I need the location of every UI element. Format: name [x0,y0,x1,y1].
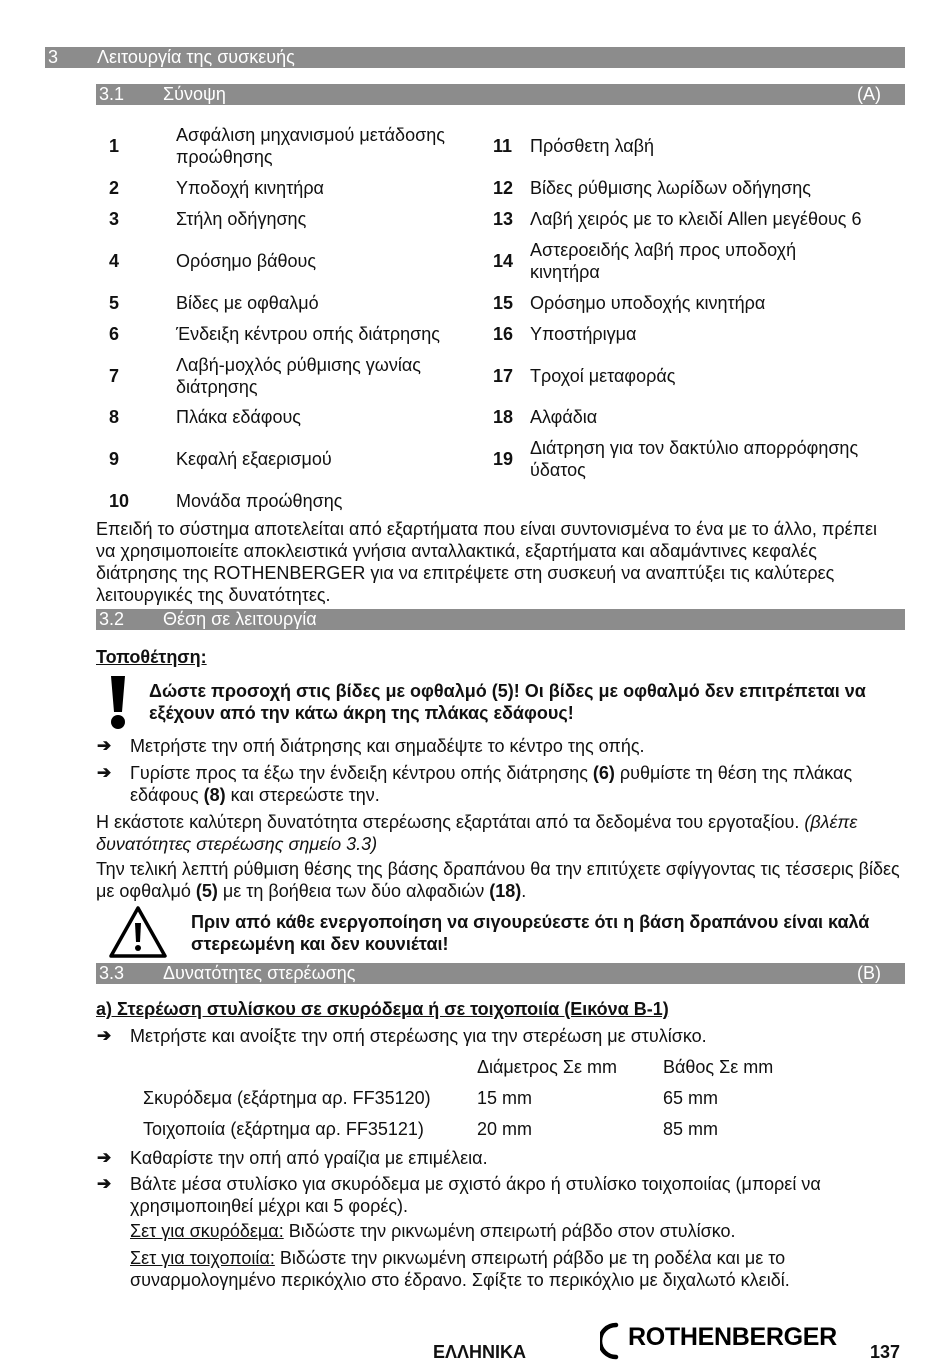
legend-text: Αστεροειδής λαβή προς υποδοχή κινητήρα [530,240,797,282]
legend-text: Ορόσημο υποδοχής κινητήρα [530,293,766,313]
legend-number: 1 [109,136,120,156]
section-3-3-header [96,963,905,984]
finetune-text: Την τελική λεπτή ρύθμιση θέσης της βάσης δραπάνου θα την επιτύχετε σφίγγοντας τις τέσσερις βίδες με οφθαλμό [96,859,900,901]
step-2 [130,762,900,806]
arrow-right-icon: ➔ [97,1026,112,1045]
legend-text: Πλάκα εδάφους [176,407,301,427]
arrow-right-icon: ➔ [97,1174,112,1193]
intro-paragraph: Επειδή το σύστημα αποτελείται από εξαρτήματα που είναι συντονισμένα το ένα με το άλλο, πρέπει να χρησιμοποιείτε αποκλειστικά γνήσια ανταλλακτικά, εξαρτήματα και αδαμάντινες κεφαλές διάτρησης της ROTHENBERGER για να επιτρέψετε στη συσκευή να αναπτύξει τις καλύτερες λειτουργικές της δυνατότητες. [96,519,878,605]
section-3-1-header [96,84,905,105]
set-concrete-label: Σετ για σκυρόδεμα: [130,1221,284,1241]
finetune-paragraph [96,858,906,902]
legend-number: 7 [109,366,120,386]
legend-number: 4 [109,251,120,271]
legend-text: Υποδοχή κινητήρα [176,178,324,198]
step-2-text: και στερεώστε την. [225,785,380,805]
ref-8: (8) [203,785,226,805]
section-number: 3 [48,47,59,67]
arrow-right-icon: ➔ [97,763,112,782]
legend-text: Βίδες με οφθαλμό [176,293,319,313]
section-title: Θέση σε λειτουργία [163,609,317,629]
legend-text: Υποστήριγμα [530,324,637,344]
legend-text: Διάτρηση για τον δακτύλιο απορρόφησης ύδατος [530,438,859,480]
legend-text: Τροχοί μεταφοράς [530,366,676,386]
fixing-paragraph [96,811,906,855]
step-2-text: Γυρίστε προς τα έξω την ένδειξη κέντρου οπής διάτρησης [130,763,593,783]
attention-note: Δώστε προσοχή στις βίδες με οφθαλμό (5)! Οι βίδες με οφθαλμό δεν επιτρέπεται να εξέχουν από την κάτω άκρη της πλάκας εδάφους! [149,681,866,723]
section-title: Σύνοψη [163,84,226,104]
legend-text: Στήλη οδήγησης [176,209,307,229]
legend-text: Ασφάλιση μηχανισμού μετάδοσης προώθησης [176,125,445,167]
page-number: 137 [870,1342,901,1362]
brand-name: ROTHENBERGER [628,1323,837,1351]
anchor-step-2: Καθαρίστε την οπή από γραίζια με επιμέλεια. [130,1148,488,1168]
legend-text: Κεφαλή εξαερισμού [176,449,332,469]
set-concrete [130,1220,900,1242]
legend-number: 11 [493,136,513,156]
ref-5: (5) [195,881,218,901]
warning-note: Πριν από κάθε ενεργοποίηση να σιγουρεύεστε ότι η βάση δραπάνου είναι καλά στερεωμένη και δεν κουνιέται! [191,912,870,954]
step-1: Μετρήστε την οπή διάτρησης και σημαδέψτε το κέντρο της οπής. [130,736,645,756]
legend-number: 14 [493,251,514,271]
fixing-text: Η εκάστοτε καλύτερη δυνατότητα στερέωσης εξαρτάται από τα δεδομένα του εργοταξίου. [96,812,805,832]
anchor-step-1: Μετρήστε και ανοίξτε την οπή στερέωσης για την στερέωση με στυλίσκο. [130,1026,707,1046]
installation-heading: Τοποθέτηση: [96,647,207,667]
table-cell: Τοιχοποιία (εξάρτημα αρ. FF35121) [143,1119,424,1139]
legend-number: 12 [493,178,514,198]
legend-number: 5 [109,293,120,313]
table-cell: 65 mm [663,1088,719,1108]
set-masonry [130,1247,900,1291]
section-number: 3.1 [99,84,125,104]
legend-number: 17 [493,366,514,386]
table-header: Βάθος Σε mm [663,1057,774,1077]
anchor-heading: a) Στερέωση στυλίσκου σε σκυρόδεμα ή σε τοιχοποιία (Εικόνα B-1) [96,999,669,1019]
table-header: Διάμετρος Σε mm [477,1057,618,1077]
legend-number: 8 [109,407,120,427]
warning-triangle-icon [108,905,168,959]
section-3-header [45,47,905,68]
table-cell: 20 mm [477,1119,533,1139]
set-masonry-label: Σετ για τοιχοποιία: [130,1248,275,1268]
legend-number: 15 [493,293,514,313]
exclamation-icon [108,676,128,730]
legend-number: 18 [493,407,514,427]
legend-number: 16 [493,324,514,344]
legend-number: 9 [109,449,120,469]
legend-text: Ορόσημο βάθους [176,251,317,271]
finetune-text: . [521,881,527,901]
section-title: Λειτουργία της συσκευής [97,47,295,67]
finetune-text: με τη βοήθεια των δύο αλφαδιών [217,881,490,901]
section-title: Δυνατότητες στερέωσης [163,963,356,983]
legend-number: 13 [493,209,514,229]
footer-language: ΕΛΛΗΝΙΚΑ [433,1342,527,1362]
set-masonry-text: Βιδώστε την ρικνωμένη σπειρωτή ράβδο με τη ροδέλα και με το συναρμολογημένο περικόχλιο στο έδρανο. Σφίξτε το περικόχλιο με διχαλωτό κλειδί. [130,1248,790,1290]
legend-number: 3 [109,209,120,229]
legend-text: Λαβή-μοχλός ρύθμισης γωνίας διάτρησης [176,355,421,397]
step-2-text: ρυθμίστε τη θέση της πλάκας εδάφους [130,763,853,805]
section-3-2-header [96,609,905,630]
figure-reference: (B) [857,963,881,983]
legend-text: Λαβή χειρός με το κλειδί Allen μεγέθους 6 [530,209,862,229]
legend-number: 19 [493,449,514,469]
ref-18: (18) [489,881,522,901]
set-concrete-text: Βιδώστε την ρικνωμένη σπειρωτή ράβδο στον στυλίσκο. [283,1221,736,1241]
legend-number: 2 [109,178,120,198]
table-cell: 85 mm [663,1119,719,1139]
arrow-right-icon: ➔ [97,1148,112,1167]
section-number: 3.2 [99,609,125,629]
ref-6: (6) [592,763,615,783]
legend-text: Πρόσθετη λαβή [530,136,655,156]
table-cell: Σκυρόδεμα (εξάρτημα αρ. FF35120) [143,1088,431,1108]
legend-number: 10 [109,491,130,511]
legend-text: Μονάδα προώθησης [176,491,343,511]
section-number: 3.3 [99,963,125,983]
rothenberger-logo [600,1322,850,1360]
legend-text: Αλφάδια [530,407,598,427]
legend-text: Ένδειξη κέντρου οπής διάτρησης [176,324,440,344]
anchor-step-3: Βάλτε μέσα στυλίσκο για σκυρόδεμα με σχιστό άκρο ή στυλίσκο τοιχοποιίας (μπορεί να χρησιμοποιηθεί μέχρι και 5 φορές). [130,1174,821,1216]
legend-number: 6 [109,324,120,344]
arrow-right-icon: ➔ [97,736,112,755]
legend-text: Βίδες ρύθμισης λωρίδων οδήγησης [530,178,811,198]
fixing-reference: (βλέπε δυνατότητες στερέωσης σημείο 3.3) [96,812,858,854]
table-cell: 15 mm [477,1088,533,1108]
figure-reference: (A) [857,84,881,104]
